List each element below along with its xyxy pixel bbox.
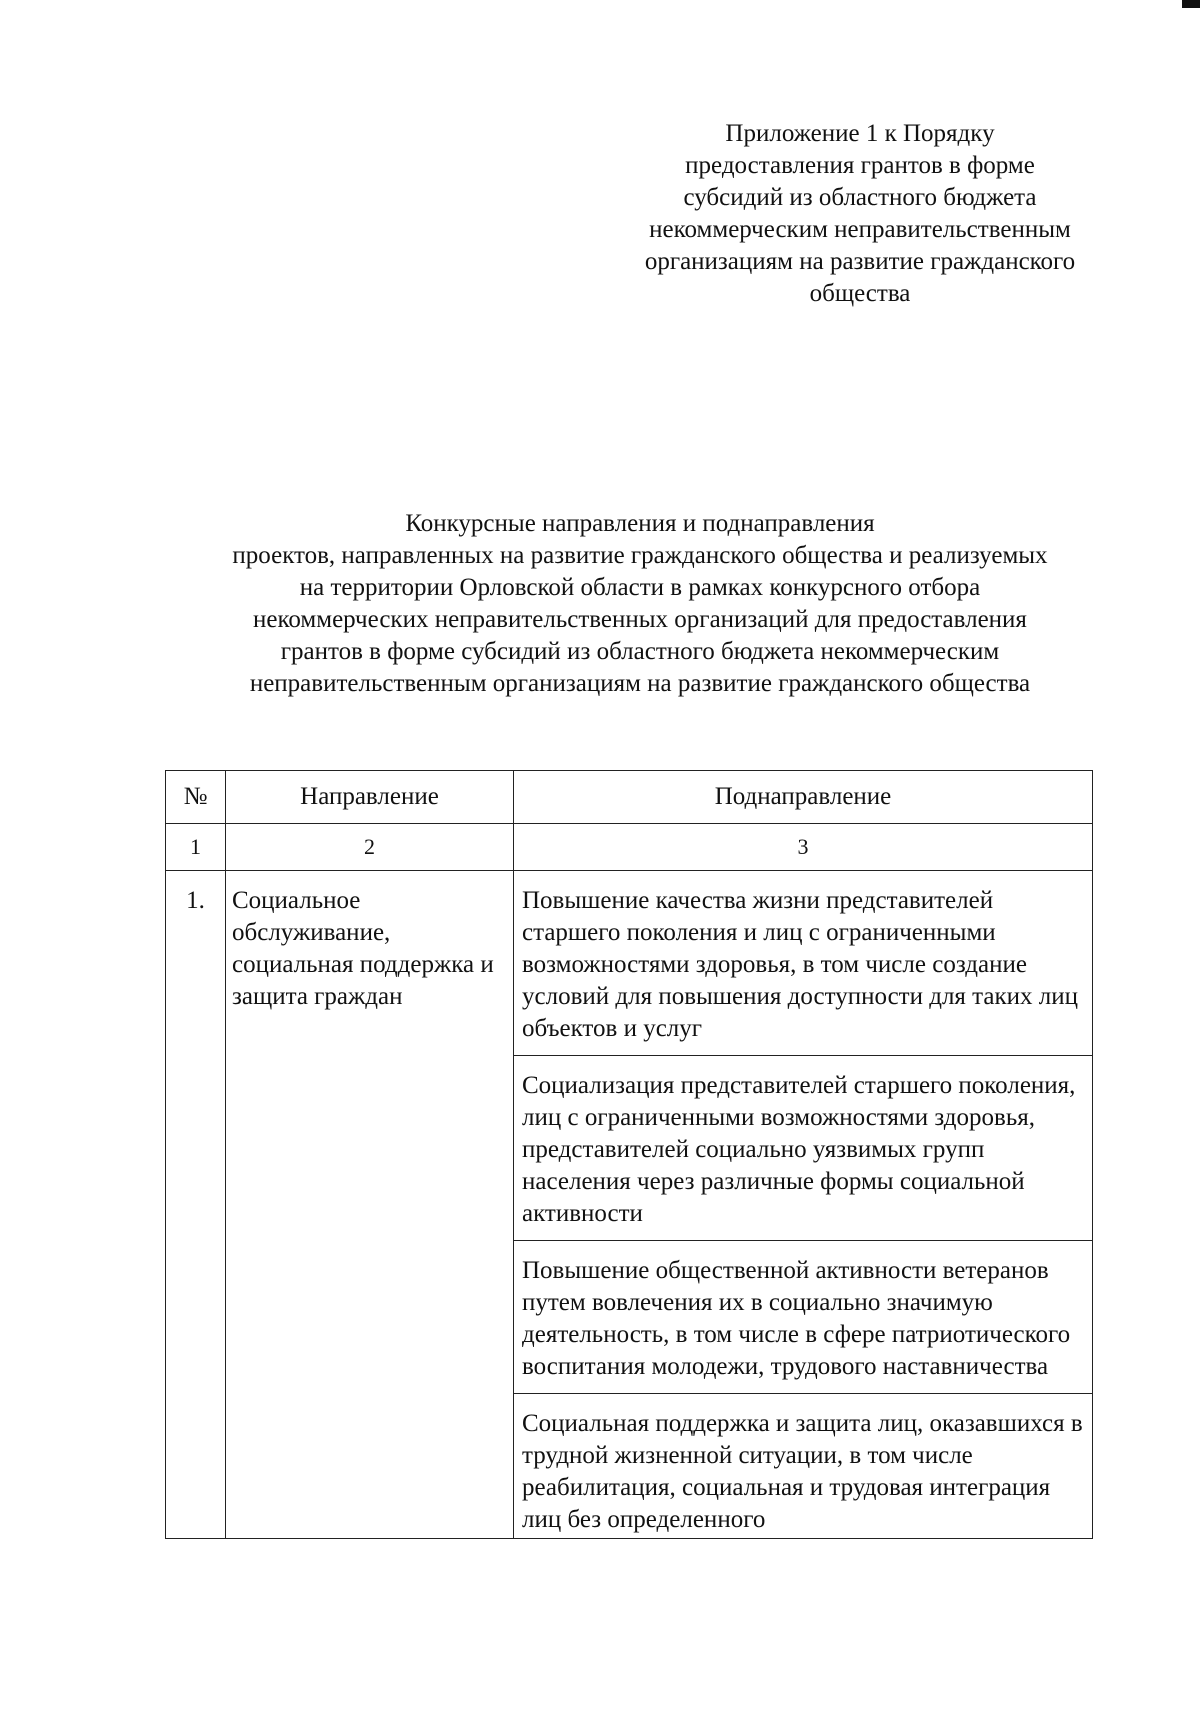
directions-table	[165, 770, 1093, 1539]
direction-cell: Социальное обслуживание, социальная поддержка и защита граждан	[226, 871, 514, 1539]
appendix-line: субсидий из областного бюджета	[683, 184, 1037, 211]
title-line: неправительственным организациям на развитие гражданского общества	[249, 670, 1031, 697]
row-number: 1.	[166, 871, 226, 1539]
column-number: 2	[226, 824, 514, 871]
scan-corner-mark	[1182, 0, 1200, 8]
table-header-row	[166, 771, 1093, 824]
appendix-line: предоставления грантов в форме	[685, 152, 1035, 179]
subdirection-cell: Социализация представителей старшего поколения, лиц с ограниченными возможностями здоровья, представителей социально уязвимых групп населения через различные формы социальной активности	[514, 1056, 1093, 1241]
subdirection-cell: Социальная поддержка и защита лиц, оказавшихся в трудной жизненной ситуации, в том числе реабилитация, социальная и трудовая интеграция лиц без определенного	[514, 1394, 1093, 1539]
subdirection-cell: Повышение общественной активности ветеранов путем вовлечения их в социально значимую деятельность, в том числе в сфере патриотического воспитания молодежи, трудового наставничества	[514, 1241, 1093, 1394]
column-number: 3	[514, 824, 1093, 871]
title-line: на территории Орловской области в рамках конкурсного отбора	[299, 574, 981, 601]
column-number-row	[166, 824, 1093, 871]
appendix-header	[620, 118, 1100, 310]
appendix-line: Приложение 1 к Порядку	[725, 120, 995, 147]
header-number: №	[166, 771, 226, 824]
title-line: некоммерческих неправительственных организаций для предоставления	[253, 606, 1027, 633]
header-direction: Направление	[226, 771, 514, 824]
appendix-line: организациям на развитие гражданского	[644, 248, 1076, 275]
title-line: Конкурсные направления и поднаправления	[405, 510, 875, 537]
header-subdirection: Поднаправление	[514, 771, 1093, 824]
document-title	[150, 508, 1130, 700]
subdirection-cell: Повышение качества жизни представителей старшего поколения и лиц с ограниченными возможностями здоровья, в том числе создание условий для повышения доступности для таких лиц объектов и услуг	[514, 871, 1093, 1056]
appendix-line: общества	[809, 280, 911, 307]
table-row	[166, 871, 1093, 1056]
appendix-line: некоммерческим неправительственным	[649, 216, 1071, 243]
title-line: проектов, направленных на развитие гражданского общества и реализуемых	[232, 542, 1048, 569]
column-number: 1	[166, 824, 226, 871]
title-line: грантов в форме субсидий из областного бюджета некоммерческим	[280, 638, 1000, 665]
